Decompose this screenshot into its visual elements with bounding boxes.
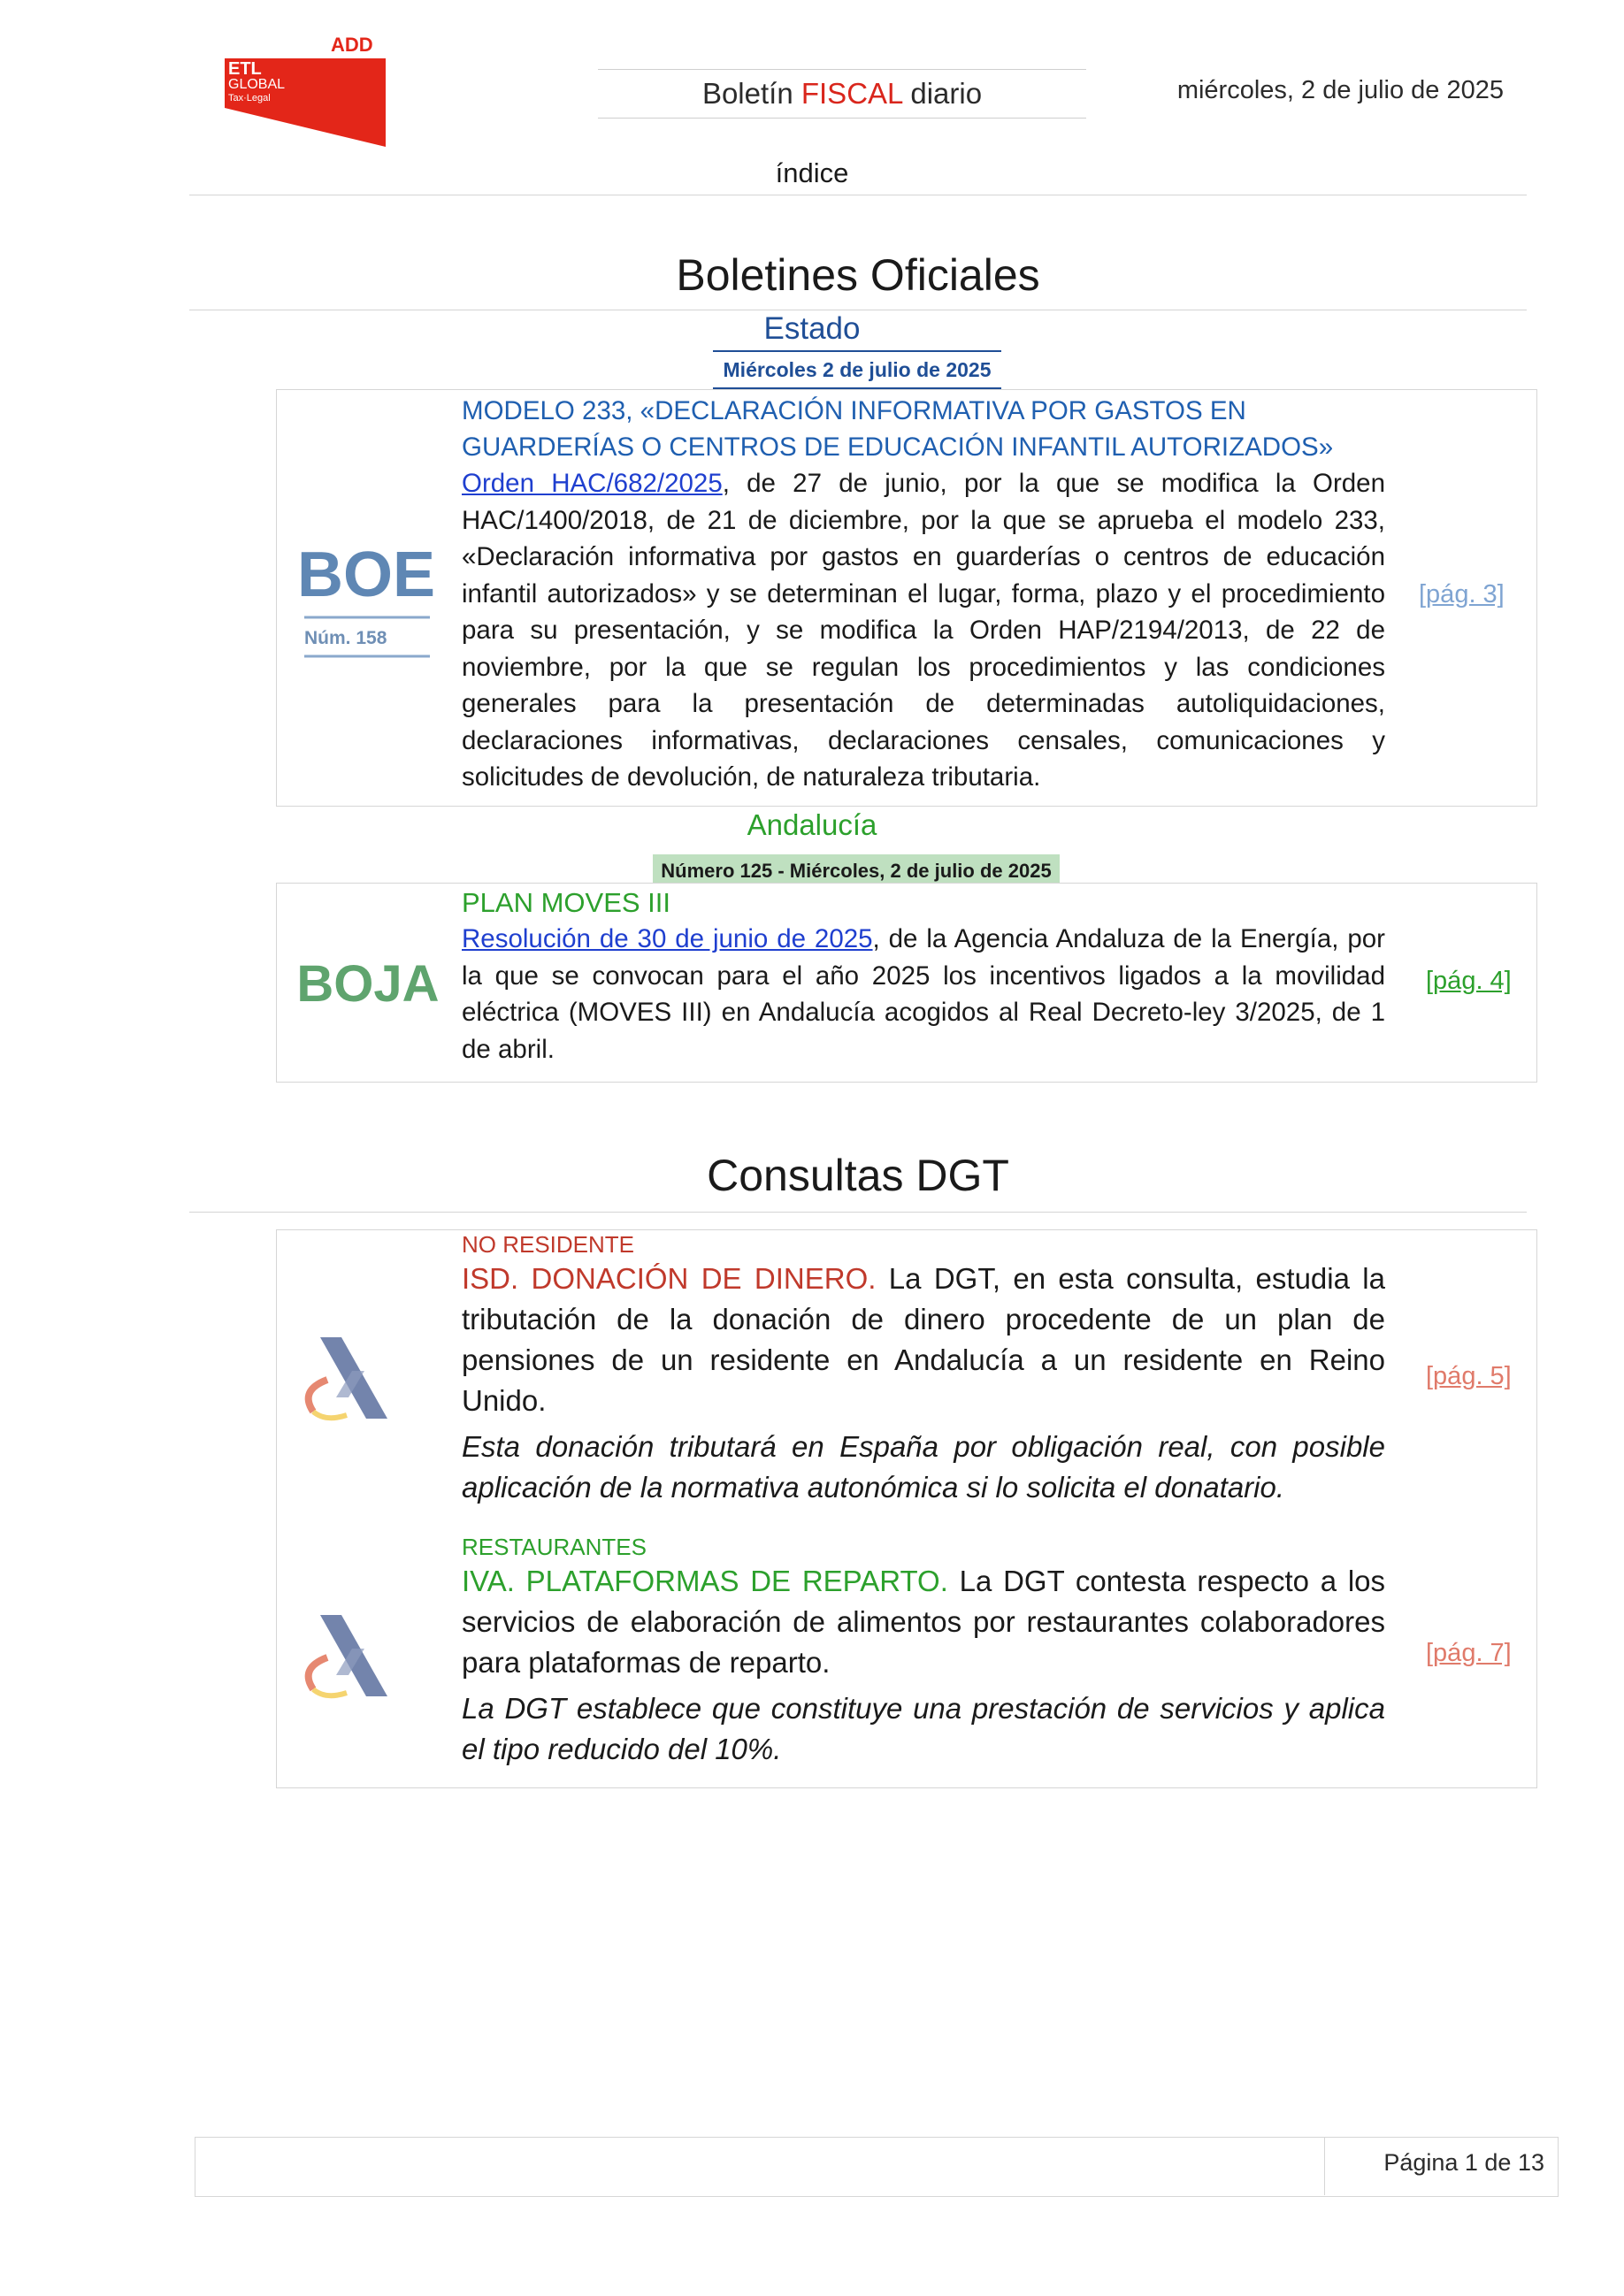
dgt-item-2-page-ref-link[interactable]: [pág. 7] bbox=[1426, 1639, 1512, 1667]
index-label[interactable]: índice bbox=[775, 157, 849, 188]
dgt-item-1 bbox=[462, 1231, 1385, 1508]
boe-date-badge: Miércoles 2 de julio de 2025 bbox=[713, 350, 1001, 389]
footer-divider bbox=[1324, 2137, 1325, 2195]
section-title-consultas: Consultas DGT bbox=[707, 1151, 1009, 1200]
subsection-andalucia: Andalucía bbox=[747, 808, 877, 841]
svg-text:Tax·Legal: Tax·Legal bbox=[228, 93, 271, 103]
boja-page-ref-link[interactable]: [pág. 4] bbox=[1426, 967, 1512, 995]
boe-logo bbox=[299, 536, 435, 660]
subsection-estado: Estado bbox=[763, 311, 861, 346]
dgt-item-2-text bbox=[462, 1561, 1385, 1683]
svg-text:BOJA: BOJA bbox=[296, 955, 440, 1013]
boe-entry-body bbox=[462, 465, 1385, 796]
section-divider-consultas bbox=[189, 1212, 1527, 1213]
svg-text:ETL: ETL bbox=[228, 59, 262, 79]
dgt-item-1-page-ref-link[interactable]: [pág. 5] bbox=[1426, 1362, 1512, 1390]
boja-entry-body bbox=[462, 921, 1385, 1068]
svg-text:BOE: BOE bbox=[299, 540, 435, 610]
dgt-item-1-summary: Esta donación tributará en España por obligación real, con posible aplicación de la normativa autonómica si lo solicita el donatario. bbox=[462, 1430, 1385, 1504]
dgt-item-1-body: La DGT, en esta consulta, estudia la tributación de la donación de dinero procedente de un plan de pensiones de un residente en Andalucía a un residente en Reino Unido. bbox=[462, 1262, 1385, 1417]
dgt-item-2-body: La DGT contesta respecto a los servicios de elaboración de alimentos por restaurantes colaboradores para plataformas de reparto. bbox=[462, 1565, 1385, 1679]
boja-entry-heading: PLAN MOVES III bbox=[462, 887, 671, 918]
boe-entry-link[interactable]: Orden HAC/682/2025 bbox=[462, 469, 723, 498]
section-title-boletines: Boletines Oficiales bbox=[676, 250, 1040, 300]
boja-entry-body-text: , de la Agencia Andaluza de la Energía, por la que se convocan para el año 2025 los incentivos ligados a la movilidad eléctrica (MOVES III) en Andalucía acogidos al Real Decreto-ley 3/2025, de 1 de abril. bbox=[462, 924, 1385, 1064]
svg-text:ADD: ADD bbox=[331, 34, 373, 56]
dgt-item-2 bbox=[462, 1534, 1385, 1770]
bulletin-title bbox=[598, 69, 1086, 119]
page-number: Página 1 de 13 bbox=[1383, 2149, 1544, 2176]
boja-date-badge: Número 125 - Miércoles, 2 de julio de 2025 bbox=[653, 854, 1060, 888]
svg-text:Núm. 158: Núm. 158 bbox=[304, 628, 387, 648]
etl-global-logo bbox=[218, 34, 386, 147]
header-date: miércoles, 2 de julio de 2025 bbox=[1176, 76, 1504, 104]
dgt-item-1-text bbox=[462, 1259, 1385, 1421]
aeat-logo-icon bbox=[295, 1334, 395, 1422]
boe-entry-content bbox=[462, 393, 1385, 796]
bulletin-title-prefix: Boletín bbox=[701, 77, 801, 110]
boja-logo bbox=[295, 952, 440, 1014]
dgt-item-1-category: NO RESIDENTE bbox=[462, 1231, 635, 1258]
boe-entry-body-text: , de 27 de junio, por la que se modifica la Orden HAC/1400/2018, de 21 de diciembre, por la que se aprueba el modelo 233, «Declaración informativa por gastos en guarderías o centros de educación infantil autorizados» y se determinan el lugar, forma, plazo y el procedimiento para su presentación, y se modifica la Orden HAP/2194/2013, de 22 de noviembre, por la que se regulan los procedimientos y las condiciones generales para la presentación de determinadas autoliquidaciones, declaraciones informativas, declaraciones censales, comunicaciones y solicitudes de devolución, de naturaleza tributaria. bbox=[462, 469, 1385, 792]
bulletin-title-suffix: diario bbox=[902, 77, 983, 110]
aeat-logo-icon bbox=[295, 1611, 395, 1700]
boja-entry-link[interactable]: Resolución de 30 de junio de 2025 bbox=[462, 924, 873, 953]
dgt-item-2-headline: IVA. PLATAFORMAS DE REPARTO. bbox=[462, 1565, 948, 1597]
dgt-item-2-summary: La DGT establece que constituye una prestación de servicios y aplica el tipo reducido del 10%. bbox=[462, 1692, 1385, 1765]
bulletin-title-fiscal: FISCAL bbox=[801, 77, 903, 110]
dgt-item-2-category: RESTAURANTES bbox=[462, 1534, 647, 1560]
dgt-item-1-headline: ISD. DONACIÓN DE DINERO. bbox=[462, 1262, 877, 1295]
boja-entry-content bbox=[462, 884, 1385, 1068]
boe-page-ref-link[interactable]: [pág. 3] bbox=[1419, 580, 1505, 608]
boe-entry-heading: MODELO 233, «DECLARACIÓN INFORMATIVA POR GASTOS EN GUARDERÍAS O CENTROS DE EDUCACIÓN INFANTIL AUTORIZADOS» bbox=[462, 396, 1334, 462]
svg-text:GLOBAL: GLOBAL bbox=[228, 77, 286, 92]
